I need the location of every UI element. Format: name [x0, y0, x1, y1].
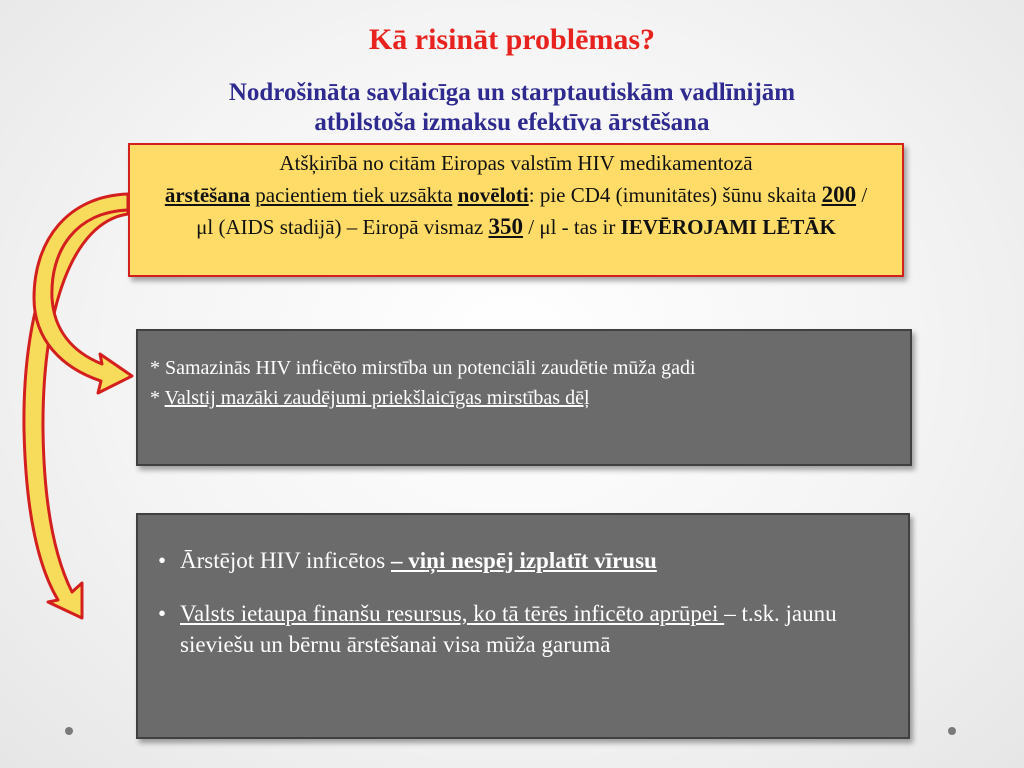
corner-dot-right [948, 727, 956, 735]
problem-text-4: pacientiem tiek uzsākta [255, 183, 453, 207]
benefit-line-2 [150, 383, 900, 413]
outcome-1-text: Ārstējot HIV inficētos [180, 548, 392, 573]
outcome-2-underlined: Valsts ietaupa finanšu resursus, ko tā tērēs inficēto aprūpei [180, 601, 725, 626]
outcome-bullet-2 [158, 598, 888, 660]
problem-text-1: Atšķirībā no citām Eiropas valstīm HIV medikamentozā [279, 151, 753, 175]
problem-box [128, 143, 904, 277]
problem-text-9: / μl (AIDS stadijā) – Eiropā vismaz [196, 183, 868, 239]
short-curved-arrow [34, 194, 132, 393]
subtitle-line-1: Nodrošināta savlaicīga un starptautiskām vadlīnijām [228, 79, 796, 106]
problem-text-6: novēloti [457, 183, 529, 207]
bullet-icon: • [158, 548, 167, 573]
problem-text-12: IEVĒROJAMI LĒTĀK [620, 215, 836, 239]
problem-text-2: ārstēšana [164, 183, 250, 207]
benefit-line-2-text: Valstij mazāki zaudējumi priekšlaicīgas mirstības dēļ [164, 387, 590, 409]
cd4-threshold-latvia: 200 [821, 182, 857, 207]
slide-title: Kā risināt problēmas? [368, 23, 656, 56]
bullet-icon: • [158, 601, 167, 626]
outcome-1-emphasis: – viņi nespēj izplatīt vīrusu [391, 548, 657, 573]
benefits-box [136, 329, 912, 466]
problem-text-7: : pie CD4 (imunitātes) šūnu skaita [528, 183, 822, 207]
outcome-bullet-1 [158, 545, 888, 576]
outcomes-box [136, 513, 910, 739]
benefit-line-1: * Samazinās HIV inficēto mirstība un potenciāli zaudētie mūža gadi [150, 357, 696, 379]
problem-text-11: / μl - tas ir [523, 215, 621, 239]
subtitle-line-2: atbilstoša izmaksu efektīva ārstēšana [314, 109, 710, 136]
corner-dot-left [65, 727, 73, 735]
cd4-threshold-europe: 350 [488, 214, 523, 239]
asterisk: * [150, 387, 165, 409]
outcome-2-text: – t.sk. jaunu sieviešu un bērnu ārstēšanai visa mūža garumā [180, 601, 837, 657]
